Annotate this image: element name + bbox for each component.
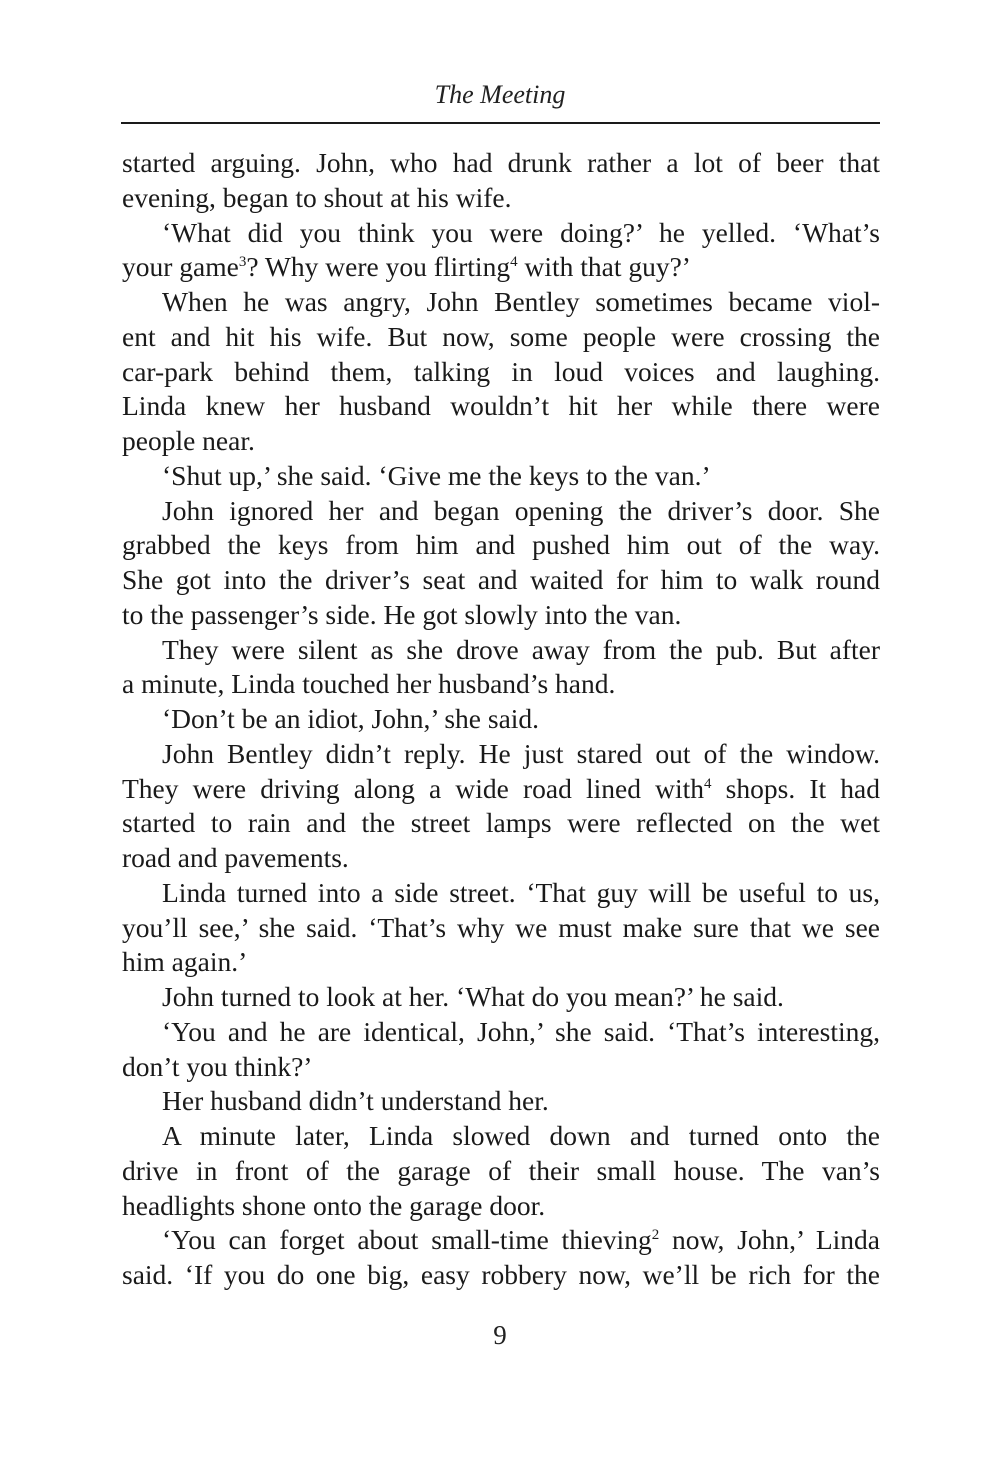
text-line: They were driving along a wide road lined with$^4$ shops. It had [122,772,880,804]
text-line: Linda turned into a side street. ‘That guy will be useful to us, [162,876,880,908]
text-line: John ignored her and began opening the driver’s door. She [162,494,880,526]
text-line: ent and hit his wife. But now, some people were crossing the [122,320,880,352]
running-head: The Meeting [434,80,566,109]
text-line: John Bentley didn’t reply. He just stared out of the window. [162,737,880,769]
text-line: your game$^3$? Why were you flirting$^4$ with that guy?’ [122,251,691,283]
text-line: ‘Shut up,’ she said. ‘Give me the keys to the van.’ [162,459,711,491]
text-line: drive in front of the garage of their small house. The van’s [122,1154,880,1186]
text-line: evening, began to shout at his wife. [122,181,512,213]
text-line: John turned to look at her. ‘What do you mean?’ he said. [162,981,784,1012]
text-line: ‘You can forget about small-time thieving$^2$ now, John,’ Linda [162,1224,880,1256]
footnote-marker: 3 [238,254,247,271]
text-line: you’ll see,’ she said. ‘That’s why we must make sure that we see [122,911,880,943]
text-line: to the passenger’s side. He got slowly into the van. [122,598,682,630]
text-line: a minute, Linda touched her husband’s hand. [122,668,616,700]
text-line: They were silent as she drove away from the pub. But after [162,633,880,665]
text-line: car-park behind them, talking in loud voices and laughing. [122,355,880,387]
header-rule [121,122,880,124]
body-text [122,146,880,1293]
text-line: don’t you think?’ [122,1050,313,1082]
text-line: people near. [122,425,255,456]
text-line: said. ‘If you do one big, easy robbery now, we’ll be rich for the [122,1259,880,1290]
text-line: road and pavements. [122,842,349,873]
text-line: started to rain and the street lamps were reflected on the wet [122,807,880,839]
text-line: headlights shone onto the garage door. [122,1189,546,1221]
text-line: ‘What did you think you were doing?’ he yelled. ‘What’s [162,216,880,248]
text-line: Her husband didn’t understand her. [162,1085,549,1117]
text-line: grabbed the keys from him and pushed him out of the way. [122,529,880,561]
text-line: started arguing. John, who had drunk rather a lot of beer that [122,147,880,178]
footnote-marker: 4 [510,254,518,271]
text-line: She got into the driver’s seat and waited for him to walk round [122,564,880,595]
text-line: Linda knew her husband wouldn’t hit her while there were [122,390,880,422]
text-line: When he was angry, John Bentley sometimes became viol- [162,286,880,317]
footnote-marker: 2 [651,1227,660,1244]
page-number: 9 [493,1320,507,1350]
footnote-marker: 4 [704,775,712,792]
text-line: A minute later, Linda slowed down and turned onto the [162,1120,880,1151]
text-line: ‘You and he are identical, John,’ she said. ‘That’s interesting, [162,1015,880,1047]
text-line: ‘Don’t be an idiot, John,’ she said. [162,703,540,734]
text-line: him again.’ [122,946,248,978]
